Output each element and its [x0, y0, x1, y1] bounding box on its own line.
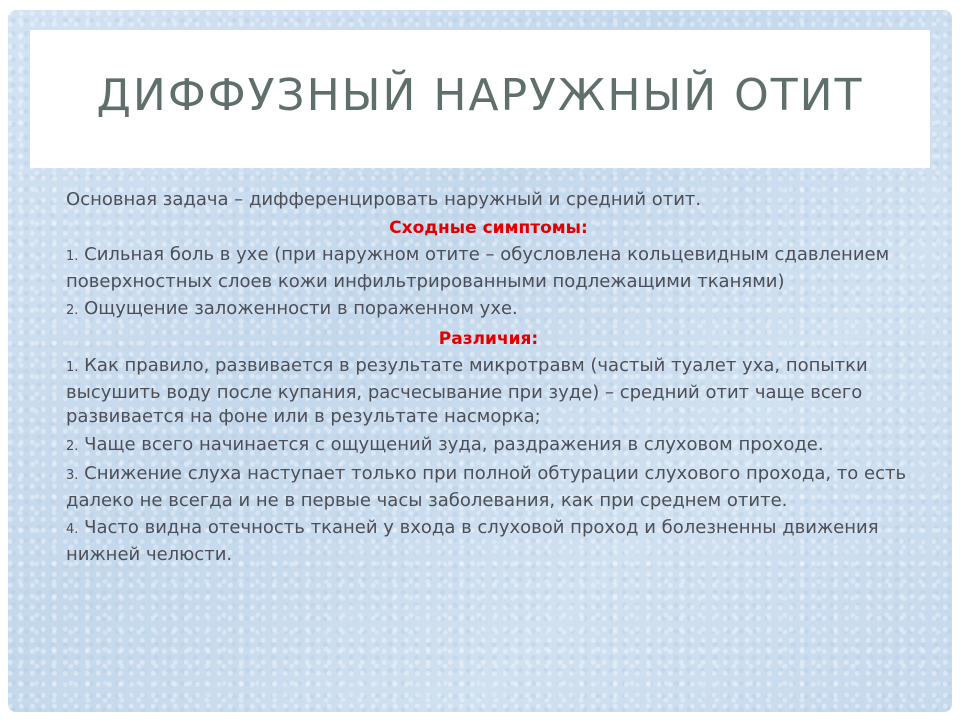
- list-item-text: Снижение слуха наступает только при полной обтурации слухового прохода, то есть далеко не всегда и не в первые часы заболевания, как при среднем отите.: [66, 463, 907, 511]
- list-item-text: Часто видна отечность тканей у входа в слуховой проход и болезненны движения нижней челюсти.: [66, 517, 879, 565]
- difference-item-3: [66, 462, 911, 513]
- difference-item-4: [66, 516, 911, 567]
- slide-body: [66, 188, 911, 570]
- list-item-text: Ощущение заложенности в пораженном ухе.: [78, 298, 518, 319]
- differences-heading: Различия:: [438, 328, 539, 349]
- difference-item-2: [66, 433, 911, 460]
- list-number: 1.: [66, 249, 79, 264]
- intro-paragraph: Основная задача – дифференцировать наружный и средний отит.: [66, 189, 702, 210]
- difference-item-1: [66, 354, 911, 430]
- list-number: 3.: [66, 468, 79, 483]
- list-number: 2.: [66, 438, 79, 454]
- list-number: 1.: [66, 360, 79, 375]
- similar-item-1: [66, 243, 911, 294]
- list-item-text: Сильная боль в ухе (при наружном отите – обусловлена кольцевидным сдавлением поверхностных слоев кожи инфильтрированными подлежащими тканями): [66, 244, 890, 292]
- list-number: 2.: [66, 303, 79, 318]
- similar-item-2: [66, 297, 911, 324]
- list-item-text: Как правило, развивается в результате микротравм (частый туалет уха, попытки высушить воду после купания, расчесывание при зуде) – средний отит чаще всего развивается на фоне или в результате насморка;: [66, 355, 868, 427]
- list-number: 4.: [66, 522, 79, 537]
- similar-symptoms-heading: Сходные симптомы:: [389, 217, 588, 238]
- slide-title: ДИФФУЗНЫЙ НАРУЖНЫЙ ОТИТ: [96, 70, 864, 121]
- list-item-text: Чаще всего начинается с ощущений зуда, раздражения в слуховом проходе.: [78, 433, 824, 455]
